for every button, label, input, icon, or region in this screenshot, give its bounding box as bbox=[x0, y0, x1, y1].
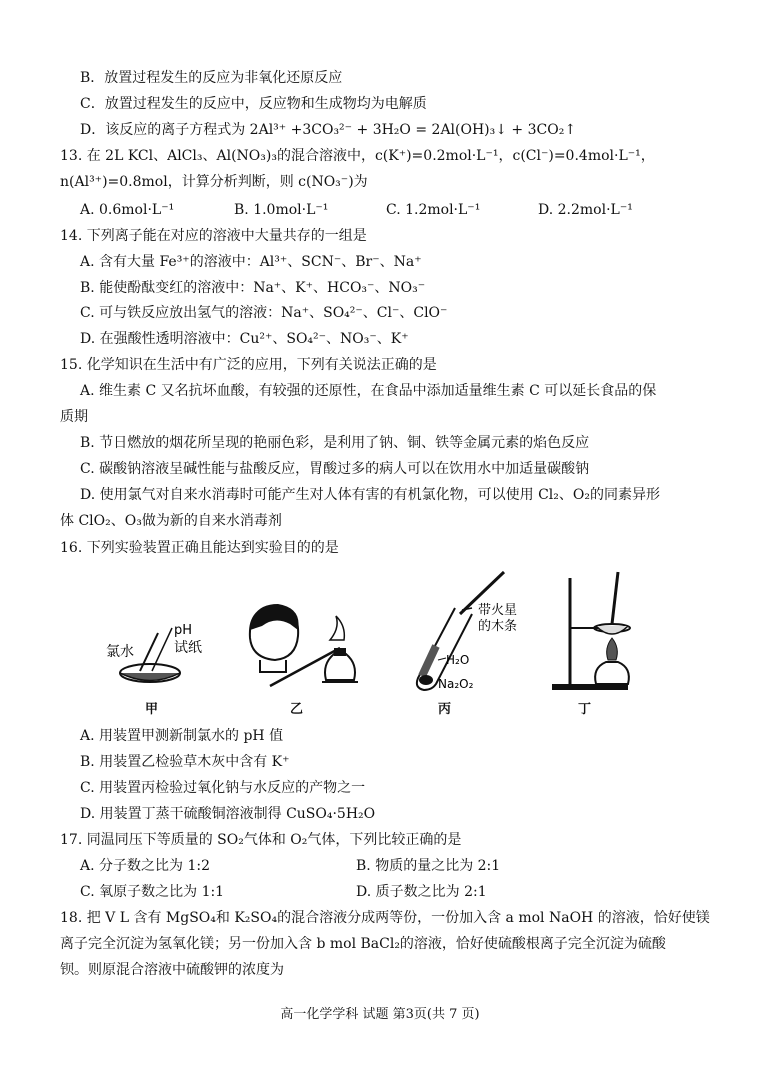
q13-option-b: B. 1.0mol·L⁻¹ bbox=[234, 202, 329, 218]
q17-option-d: D. 质子数之比为 2:1 bbox=[356, 884, 487, 900]
q15-option-a-line1: A. 维生素 C 又名抗坏血酸，有较强的还原性，在食品中添加适量维生素 C 可以延长食品的保 bbox=[80, 383, 657, 399]
label-test-paper: 试纸 bbox=[174, 640, 202, 656]
page-footer: 高一化学学科 试题 第3页(共 7 页) bbox=[280, 1007, 480, 1022]
q15-option-a-line2: 质期 bbox=[60, 409, 88, 425]
q16-option-c: C. 用装置丙检验过氧化钠与水反应的产物之一 bbox=[80, 780, 366, 796]
label-spark1: 带火星 bbox=[478, 603, 518, 618]
q18-stem-line1: 18. 把 V L 含有 MgSO₄和 K₂SO₄的混合溶液分成两等份，一份加入含 a mol NaOH 的溶液，恰好使镁 bbox=[60, 910, 710, 926]
figure-label-jia: 甲 bbox=[145, 702, 159, 717]
q12-option-d: D．该反应的离子方程式为 2Al³⁺ +3CO₃²⁻ + 3H₂O = 2Al(OH)₃↓ + 3CO₂↑ bbox=[80, 122, 577, 138]
q16-stem: 16. 下列实验装置正确且能达到实验目的的是 bbox=[60, 540, 339, 556]
q14-option-d: D. 在强酸性透明溶液中：Cu²⁺、SO₄²⁻、NO₃⁻、K⁺ bbox=[80, 331, 409, 347]
q16-option-d: D. 用装置丁蒸干硫酸铜溶液制得 CuSO₄·5H₂O bbox=[80, 806, 376, 822]
figure-label-bing: 丙 bbox=[438, 702, 452, 717]
q12-option-c: C．放置过程发生的反应中，反应物和生成物均为电解质 bbox=[80, 96, 427, 112]
q14-stem: 14. 下列离子能在对应的溶液中大量共存的一组是 bbox=[60, 228, 367, 244]
q13-option-d: D. 2.2mol·L⁻¹ bbox=[538, 202, 633, 218]
q15-option-d-line2: 体 ClO₂、O₃做为新的自来水消毒剂 bbox=[60, 513, 282, 529]
q15-stem: 15. 化学知识在生活中有广泛的应用，下列有关说法正确的是 bbox=[60, 357, 437, 373]
q17-stem: 17. 同温同压下等质量的 SO₂气体和 O₂气体，下列比较正确的是 bbox=[60, 832, 462, 848]
q16-apparatus-figure bbox=[100, 568, 660, 718]
q13-stem-line1: 13. 在 2L KCl、AlCl₃、Al(NO₃)₃的混合溶液中，c(K⁺)=0.2mol·L⁻¹，c(Cl⁻)=0.4mol·L⁻¹， bbox=[60, 148, 655, 164]
q18-stem-line3: 钡。则原混合溶液中硫酸钾的浓度为 bbox=[60, 962, 284, 978]
q13-stem-line2: n(Al³⁺)=0.8mol，计算分析判断，则 c(NO₃⁻)为 bbox=[60, 174, 368, 190]
q15-option-b: B. 节日燃放的烟花所呈现的艳丽色彩，是利用了钠、铜、铁等金属元素的焰色反应 bbox=[80, 435, 590, 451]
apparatus-bing bbox=[417, 572, 517, 691]
apparatus-jia bbox=[106, 623, 202, 682]
q15-option-d-line1: D. 使用氯气对自来水消毒时可能产生对人体有害的有机氯化物，可以使用 Cl₂、O₂的同素异形 bbox=[80, 487, 660, 503]
label-chlorine-water: 氯水 bbox=[106, 644, 134, 660]
q18-stem-line2: 离子完全沉淀为氢氧化镁；另一份加入含 b mol BaCl₂的溶液，恰好使硫酸根离子完全沉淀为硫酸 bbox=[60, 936, 666, 952]
q16-option-b: B. 用装置乙检验草木灰中含有 K⁺ bbox=[80, 754, 290, 770]
figure-label-yi: 乙 bbox=[290, 702, 304, 717]
q14-option-b: B. 能使酚酞变红的溶液中：Na⁺、K⁺、HCO₃⁻、NO₃⁻ bbox=[80, 280, 426, 296]
q14-option-c: C. 可与铁反应放出氢气的溶液：Na⁺、SO₄²⁻、Cl⁻、ClO⁻ bbox=[80, 305, 448, 321]
q16-option-a: A. 用装置甲测新制氯水的 pH 值 bbox=[80, 728, 284, 744]
q13-option-c: C. 1.2mol·L⁻¹ bbox=[386, 202, 481, 218]
q14-option-a: A. 含有大量 Fe³⁺的溶液中：Al³⁺、SCN⁻、Br⁻、Na⁺ bbox=[80, 254, 422, 270]
apparatus-ding bbox=[552, 572, 630, 690]
q13-option-a: A. 0.6mol·L⁻¹ bbox=[80, 202, 175, 218]
q17-option-c: C. 氧原子数之比为 1:1 bbox=[80, 884, 225, 900]
q15-option-c: C. 碳酸钠溶液呈碱性能与盐酸反应，胃酸过多的病人可以在饮用水中加适量碳酸钠 bbox=[80, 461, 590, 477]
q17-option-a: A. 分子数之比为 1:2 bbox=[80, 858, 210, 874]
label-ph: pH bbox=[174, 623, 193, 638]
label-spark2: 的木条 bbox=[478, 619, 518, 634]
q12-option-b: B．放置过程发生的反应为非氧化还原反应 bbox=[80, 70, 343, 86]
figure-label-ding: 丁 bbox=[578, 702, 592, 717]
apparatus-yi bbox=[250, 604, 358, 686]
label-na2o2: Na₂O₂ bbox=[438, 677, 474, 691]
q17-option-b: B. 物质的量之比为 2:1 bbox=[356, 858, 501, 874]
label-h2o: H₂O bbox=[446, 653, 470, 667]
